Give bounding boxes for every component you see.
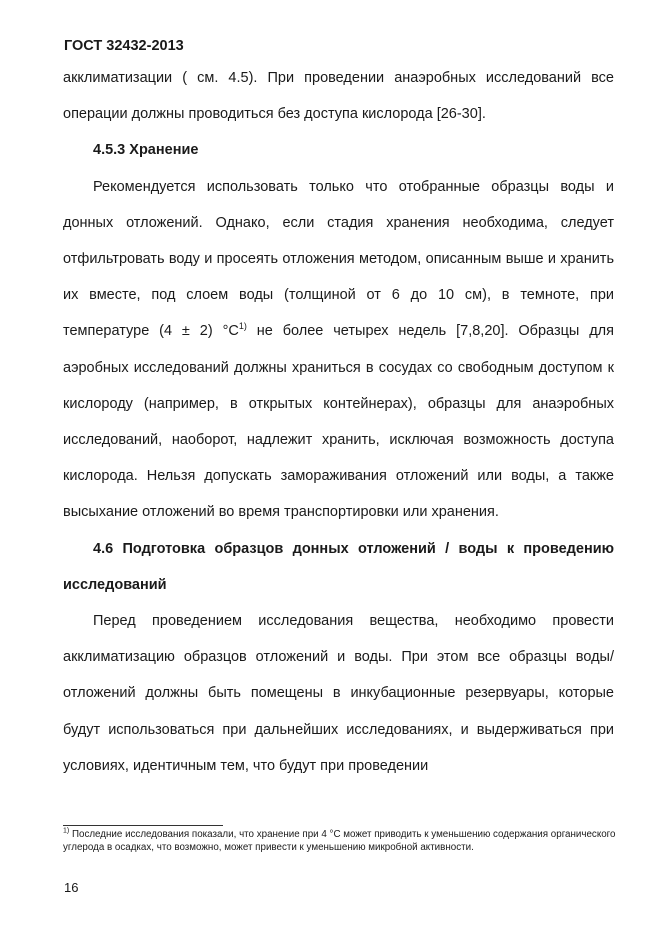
document-code-header: ГОСТ 32432-2013 (64, 38, 184, 54)
paragraph-intro: акклиматизации ( см. 4.5). При проведении анаэробных исследований все операции должны проводиться без доступа кислорода [26-30]. (63, 70, 614, 123)
paragraph-preparation: Перед проведением исследования вещества, необходимо провести акклиматизацию образцов отложений и воды. При этом все образцы воды/отложений должны быть помещены в инкубационные резервуары, которые будут использоваться при дальнейших исследованиях, и выдерживаться при условиях, идентичным тем, что будут при проведении (63, 613, 614, 774)
footnote-reference: 1) (238, 321, 247, 332)
paragraph-storage-part-b: не более четырех недель [7,8,20]. Образцы для аэробных исследований должны храниться в сосудах со свободным доступом к кислороду (например, в открытых контейнерах), образцы для анаэробных исследований, наоборот, надлежит хранить, исключая возможность доступа кислорода. Нельзя допускать замораживания отложений или воды, а также высыхание отложений во время транспортировки или хранения. (63, 323, 614, 521)
footnote (63, 829, 618, 854)
section-heading-storage: 4.5.3 Хранение (93, 142, 199, 159)
paragraph-storage (63, 169, 614, 531)
page-number: 16 (64, 880, 79, 895)
footnote-mark: 1) (63, 827, 70, 835)
footnote-divider (63, 825, 223, 826)
paragraph-storage-part-a: Рекомендуется использовать только что отобранные образцы воды и донных отложений. Однако, если стадия хранения необходима, следует отфильтровать воду и просеять отложения методом, описанным выше и хранить их вместе, под слоем воды (толщиной от 6 до 10 см), в темноте, при температуре (4 ± 2) °С (63, 178, 614, 340)
page-body (63, 60, 614, 784)
footnote-text: Последние исследования показали, что хранение при 4 °С может приводить к уменьшению содержания органического углерода в осадках, что возможно, может привести к уменьшению микробной активности. (63, 829, 616, 853)
section-heading-preparation: 4.6 Подготовка образцов донных отложений / воды к проведению исследований (63, 540, 614, 593)
